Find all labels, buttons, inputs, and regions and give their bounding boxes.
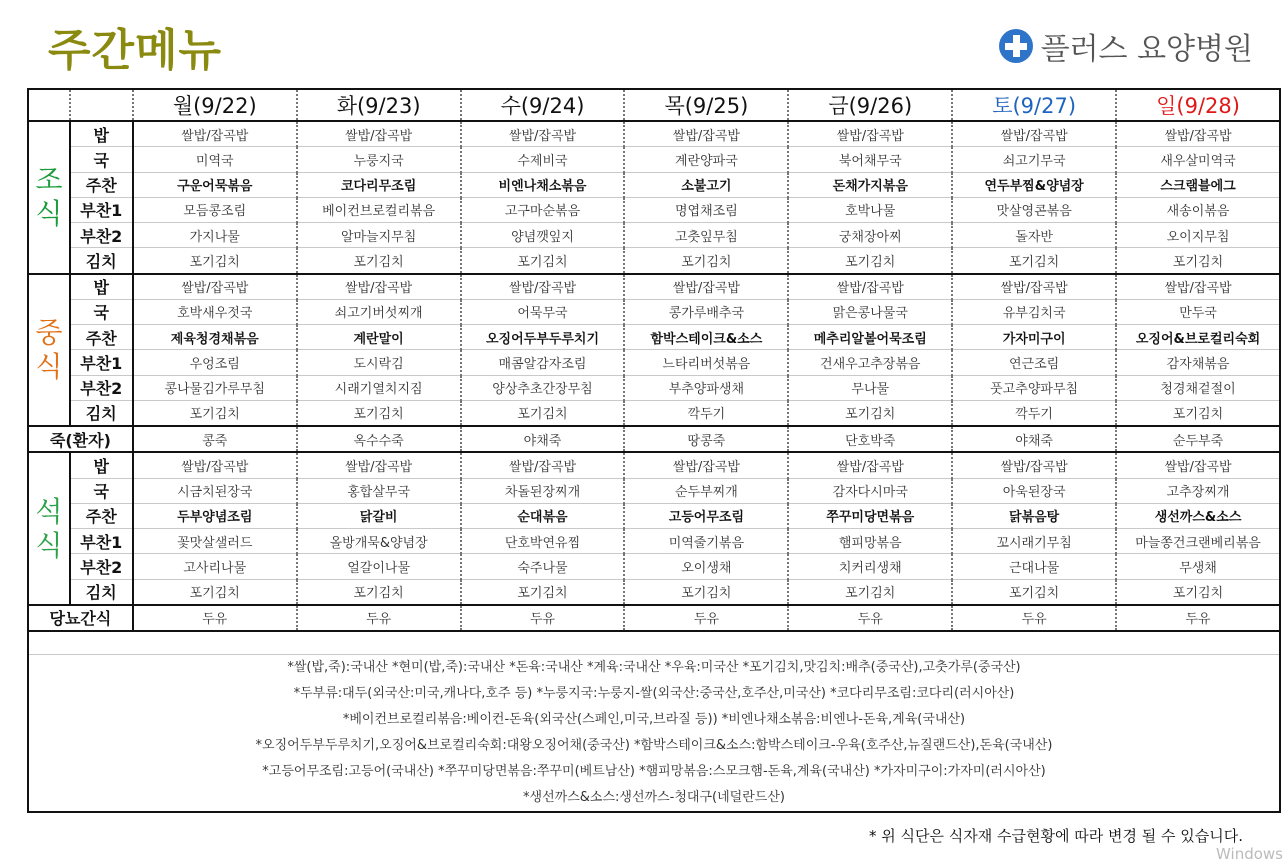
plus-cross-icon — [999, 29, 1033, 63]
lunch-row — [28, 274, 1280, 300]
category-label: 밥 — [70, 452, 133, 478]
menu-item: 우엉조림 — [133, 350, 297, 375]
menu-item: 포기김치 — [788, 248, 952, 274]
menu-item: 연근조림 — [952, 350, 1116, 375]
dinner-row — [28, 478, 1280, 503]
menu-item: 양념깻잎지 — [461, 223, 625, 248]
menu-item: 새우살미역국 — [1116, 147, 1280, 172]
menu-item: 소불고기 — [624, 172, 788, 197]
menu-item: 포기김치 — [1116, 248, 1280, 274]
menu-item: 꼬시래기무침 — [952, 529, 1116, 554]
menu-item: 닭갈비 — [297, 503, 461, 528]
menu-item: 북어채무국 — [788, 147, 952, 172]
menu-item: 콩죽 — [133, 426, 297, 452]
menu-item: 오이지무침 — [1116, 223, 1280, 248]
menu-item: 포기김치 — [952, 579, 1116, 605]
menu-item: 얼갈이나물 — [297, 554, 461, 579]
menu-item: 쌀밥/잡곡밥 — [624, 121, 788, 147]
menu-item: 코다리무조림 — [297, 172, 461, 197]
day-header: 월(9/22) — [133, 89, 297, 121]
menu-item: 포기김치 — [624, 248, 788, 274]
menu-item: 계란양파국 — [624, 147, 788, 172]
breakfast-row — [28, 121, 1280, 147]
menu-item: 쌀밥/잡곡밥 — [133, 121, 297, 147]
category-label: 밥 — [70, 121, 133, 147]
menu-item: 수제비국 — [461, 147, 625, 172]
menu-item: 시래기열치지짐 — [297, 375, 461, 400]
menu-item: 맑은콩나물국 — [788, 299, 952, 324]
menu-item: 쌀밥/잡곡밥 — [952, 121, 1116, 147]
menu-item: 알마늘지무침 — [297, 223, 461, 248]
menu-item: 시금치된장국 — [133, 478, 297, 503]
menu-item: 쌀밥/잡곡밥 — [461, 452, 625, 478]
category-label: 주찬 — [70, 172, 133, 197]
dinner-row — [28, 554, 1280, 579]
lunch-row — [28, 325, 1280, 350]
category-label: 부찬1 — [70, 350, 133, 375]
origin-note-line: *베이컨브로컬리볶음:베이컨-돈육(외국산(스페인,미국,브라질 등)) *비엔나채소볶음:비엔나-돈육,계육(국내산) — [342, 712, 966, 727]
menu-item: 계란말이 — [297, 325, 461, 350]
corner-cell — [28, 89, 70, 121]
menu-item: 닭볶음탕 — [952, 503, 1116, 528]
menu-item: 쌀밥/잡곡밥 — [952, 452, 1116, 478]
menu-item: 두유 — [461, 605, 625, 631]
menu-item: 콩나물김가루무침 — [133, 375, 297, 400]
menu-item: 청경채겉절이 — [1116, 375, 1280, 400]
day-header: 수(9/24) — [461, 89, 625, 121]
menu-item: 가자미구이 — [952, 325, 1116, 350]
origin-notes-row — [28, 655, 1280, 813]
menu-item: 깍두기 — [952, 400, 1116, 426]
category-label: 김치 — [70, 579, 133, 605]
blank-row — [28, 631, 1280, 655]
menu-item: 생선까스&소스 — [1116, 503, 1280, 528]
menu-item: 누룽지국 — [297, 147, 461, 172]
category-label: 국 — [70, 147, 133, 172]
origin-note-line: *쌀(밥,죽):국내산 *현미(밥,죽):국내산 *돈육:국내산 *계육:국내산 *우육:미국산 *포기김치,맛김치:배추(중국산),고춧가루(중국산) — [287, 660, 1021, 675]
menu-item: 쌀밥/잡곡밥 — [788, 452, 952, 478]
menu-item: 포기김치 — [1116, 400, 1280, 426]
category-label: 국 — [70, 478, 133, 503]
blank-cell — [28, 631, 1280, 655]
menu-item: 포기김치 — [461, 579, 625, 605]
page-title: 주간메뉴 — [48, 25, 223, 76]
menu-item: 두유 — [624, 605, 788, 631]
menu-item: 만두국 — [1116, 299, 1280, 324]
menu-item: 베이컨브로컬리볶음 — [297, 197, 461, 222]
menu-item: 쌀밥/잡곡밥 — [297, 274, 461, 300]
menu-item: 고등어무조림 — [624, 503, 788, 528]
lunch-row — [28, 400, 1280, 426]
breakfast-label: 조 식 — [28, 121, 70, 274]
snack-label: 당뇨간식 — [28, 605, 133, 631]
menu-item: 미역줄기볶음 — [624, 529, 788, 554]
dinner-row — [28, 503, 1280, 528]
menu-item: 가지나물 — [133, 223, 297, 248]
menu-item: 깍두기 — [624, 400, 788, 426]
menu-item: 새송이볶음 — [1116, 197, 1280, 222]
menu-item: 포기김치 — [788, 579, 952, 605]
menu-item: 매콤알감자조림 — [461, 350, 625, 375]
lunch-row — [28, 375, 1280, 400]
menu-item: 양상추초간장무침 — [461, 375, 625, 400]
menu-item: 쌀밥/잡곡밥 — [297, 452, 461, 478]
category-label: 부찬2 — [70, 223, 133, 248]
lunch-row — [28, 299, 1280, 324]
menu-item: 쌀밥/잡곡밥 — [461, 121, 625, 147]
menu-item: 땅콩죽 — [624, 426, 788, 452]
menu-item: 두유 — [788, 605, 952, 631]
menu-item: 포기김치 — [133, 579, 297, 605]
category-label: 김치 — [70, 248, 133, 274]
menu-item: 부추양파생채 — [624, 375, 788, 400]
menu-item: 두유 — [1116, 605, 1280, 631]
menu-item: 포기김치 — [788, 400, 952, 426]
menu-item: 느타리버섯볶음 — [624, 350, 788, 375]
menu-item: 두유 — [297, 605, 461, 631]
menu-item: 맛살영콘볶음 — [952, 197, 1116, 222]
menu-item: 두유 — [133, 605, 297, 631]
hospital-logo — [999, 24, 1253, 68]
menu-item: 미역국 — [133, 147, 297, 172]
day-header: 토(9/27) — [952, 89, 1116, 121]
breakfast-row — [28, 223, 1280, 248]
menu-item: 건새우고추장볶음 — [788, 350, 952, 375]
snack-row — [28, 605, 1280, 631]
menu-item: 스크램블에그 — [1116, 172, 1280, 197]
origin-notes — [28, 655, 1280, 813]
day-header: 화(9/23) — [297, 89, 461, 121]
menu-item: 햄피망볶음 — [788, 529, 952, 554]
menu-item: 옥수수죽 — [297, 426, 461, 452]
menu-item: 순대볶음 — [461, 503, 625, 528]
origin-note-line: *생선까스&소스:생선까스-청대구(네덜란드산) — [523, 790, 785, 805]
menu-item: 쇠고기무국 — [952, 147, 1116, 172]
menu-item: 쌀밥/잡곡밥 — [788, 121, 952, 147]
menu-item: 마늘쫑건크랜베리볶음 — [1116, 529, 1280, 554]
dinner-label: 석 식 — [28, 452, 70, 605]
menu-item: 포기김치 — [624, 579, 788, 605]
menu-item: 함박스테이크&소스 — [624, 325, 788, 350]
menu-item: 홍합살무국 — [297, 478, 461, 503]
menu-item: 쌀밥/잡곡밥 — [461, 274, 625, 300]
menu-item: 고추장찌개 — [1116, 478, 1280, 503]
lunch-row — [28, 350, 1280, 375]
category-header-cell — [70, 89, 133, 121]
menu-item: 고사리나물 — [133, 554, 297, 579]
menu-item: 고구마순볶음 — [461, 197, 625, 222]
menu-item: 구운어묵볶음 — [133, 172, 297, 197]
menu-item: 순두부죽 — [1116, 426, 1280, 452]
dinner-row — [28, 579, 1280, 605]
menu-item: 아욱된장국 — [952, 478, 1116, 503]
menu-item: 포기김치 — [297, 400, 461, 426]
breakfast-row — [28, 147, 1280, 172]
menu-item: 쌀밥/잡곡밥 — [788, 274, 952, 300]
dinner-row — [28, 452, 1280, 478]
menu-item: 오이생채 — [624, 554, 788, 579]
day-header-row — [28, 89, 1280, 121]
origin-note-line: *오징어두부두루치기,오징어&브로컬리숙회:대왕오징어채(중국산) *함박스테이크&소스:함박스테이크-우육(호주산,뉴질랜드산),돈육(국내산) — [255, 738, 1053, 753]
menu-item: 포기김치 — [1116, 579, 1280, 605]
windows-watermark: Windows — [1216, 845, 1283, 863]
origin-note-line: *두부류:대두(외국산:미국,캐나다,호주 등) *누룽지국:누룽지-쌀(외국산:중국산,호주산,미국산) *코다리무조림:코다리(러시아산) — [293, 686, 1015, 701]
menu-item: 근대나물 — [952, 554, 1116, 579]
porridge-row — [28, 426, 1280, 452]
menu-item: 쌀밥/잡곡밥 — [1116, 121, 1280, 147]
menu-item: 차돌된장찌개 — [461, 478, 625, 503]
hospital-name: 플러스 요양병원 — [1040, 32, 1253, 67]
menu-item: 돈채가지볶음 — [788, 172, 952, 197]
menu-item: 고춧잎무침 — [624, 223, 788, 248]
menu-item: 단호박연유찜 — [461, 529, 625, 554]
dinner-row — [28, 529, 1280, 554]
menu-item: 궁채장아찌 — [788, 223, 952, 248]
menu-item: 호박새우젓국 — [133, 299, 297, 324]
menu-item: 숙주나물 — [461, 554, 625, 579]
category-label: 주찬 — [70, 503, 133, 528]
weekly-menu-table — [27, 88, 1281, 813]
menu-item: 포기김치 — [297, 579, 461, 605]
menu-item: 쇠고기버섯찌개 — [297, 299, 461, 324]
day-header: 금(9/26) — [788, 89, 952, 121]
menu-item: 쭈꾸미당면볶음 — [788, 503, 952, 528]
menu-item: 어묵무국 — [461, 299, 625, 324]
menu-item: 오징어두부두루치기 — [461, 325, 625, 350]
menu-item: 쌀밥/잡곡밥 — [133, 452, 297, 478]
menu-item: 유부김치국 — [952, 299, 1116, 324]
menu-item: 오징어&브로컬리숙회 — [1116, 325, 1280, 350]
menu-item: 무생채 — [1116, 554, 1280, 579]
breakfast-row — [28, 172, 1280, 197]
day-header: 목(9/25) — [624, 89, 788, 121]
footnote: * 위 식단은 식자재 수급현황에 따라 변경 될 수 있습니다. — [869, 827, 1243, 845]
category-label: 부찬2 — [70, 375, 133, 400]
menu-item: 올방개묵&양념장 — [297, 529, 461, 554]
menu-item: 감자다시마국 — [788, 478, 952, 503]
menu-item: 단호박죽 — [788, 426, 952, 452]
menu-item: 쌀밥/잡곡밥 — [624, 452, 788, 478]
menu-item: 연두부찜&양념장 — [952, 172, 1116, 197]
menu-item: 순두부찌개 — [624, 478, 788, 503]
menu-item: 쌀밥/잡곡밥 — [1116, 452, 1280, 478]
menu-item: 풋고추양파무침 — [952, 375, 1116, 400]
lunch-label: 중 식 — [28, 274, 70, 427]
breakfast-row — [28, 197, 1280, 222]
menu-item: 감자채볶음 — [1116, 350, 1280, 375]
category-label: 김치 — [70, 400, 133, 426]
menu-item: 포기김치 — [461, 400, 625, 426]
porridge-label: 죽(환자) — [28, 426, 133, 452]
menu-item: 제육청경채볶음 — [133, 325, 297, 350]
category-label: 밥 — [70, 274, 133, 300]
origin-note-line: *고등어무조림:고등어(국내산) *쭈꾸미당면볶음:쭈꾸미(베트남산) *햄피망볶음:스모크햄-돈육,계육(국내산) *가자미구이:가자미(러시아산) — [262, 764, 1046, 779]
menu-item: 치커리생채 — [788, 554, 952, 579]
menu-item: 쌀밥/잡곡밥 — [624, 274, 788, 300]
menu-item: 꽃맛살샐러드 — [133, 529, 297, 554]
menu-item: 포기김치 — [952, 248, 1116, 274]
menu-item: 두유 — [952, 605, 1116, 631]
menu-item: 메추리알볼어묵조림 — [788, 325, 952, 350]
menu-item: 돌자반 — [952, 223, 1116, 248]
category-label: 부찬1 — [70, 197, 133, 222]
category-label: 부찬2 — [70, 554, 133, 579]
category-label: 주찬 — [70, 325, 133, 350]
menu-item: 포기김치 — [461, 248, 625, 274]
menu-item: 야채죽 — [952, 426, 1116, 452]
menu-item: 포기김치 — [133, 400, 297, 426]
menu-item: 포기김치 — [297, 248, 461, 274]
breakfast-row — [28, 248, 1280, 274]
menu-item: 포기김치 — [133, 248, 297, 274]
category-label: 국 — [70, 299, 133, 324]
category-label: 부찬1 — [70, 529, 133, 554]
menu-item: 모듬콩조림 — [133, 197, 297, 222]
menu-item: 무나물 — [788, 375, 952, 400]
menu-item: 쌀밥/잡곡밥 — [297, 121, 461, 147]
menu-item: 쌀밥/잡곡밥 — [952, 274, 1116, 300]
menu-item: 야채죽 — [461, 426, 625, 452]
day-header: 일(9/28) — [1116, 89, 1280, 121]
menu-item: 명엽채조림 — [624, 197, 788, 222]
menu-item: 두부양념조림 — [133, 503, 297, 528]
menu-item: 호박나물 — [788, 197, 952, 222]
menu-item: 쌀밥/잡곡밥 — [133, 274, 297, 300]
menu-item: 쌀밥/잡곡밥 — [1116, 274, 1280, 300]
menu-item: 콩가루배추국 — [624, 299, 788, 324]
menu-item: 도시락김 — [297, 350, 461, 375]
menu-item: 비엔나채소볶음 — [461, 172, 625, 197]
